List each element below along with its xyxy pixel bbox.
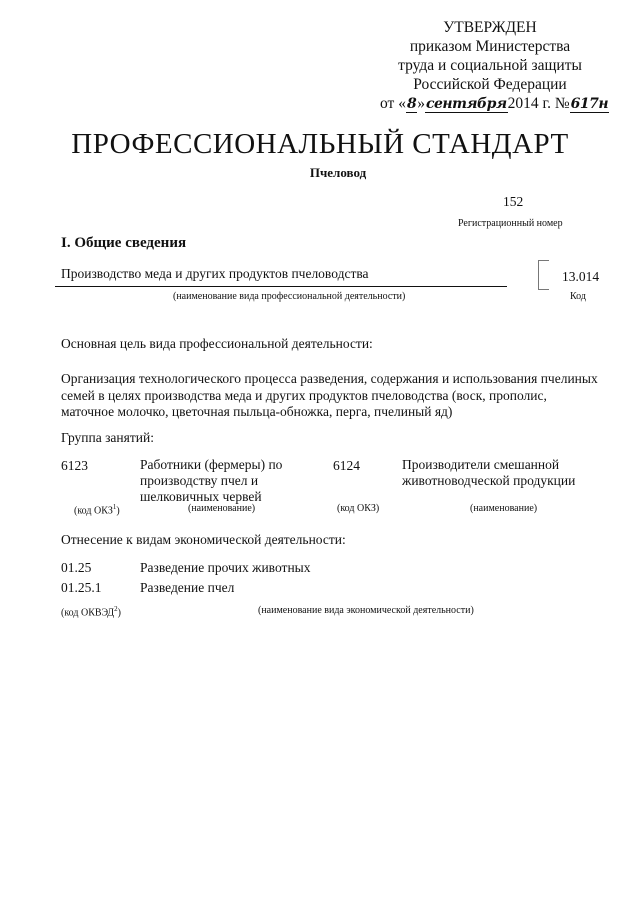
occupation-name-1: Работники (фермеры) по производству пчел и шелковичных червей bbox=[140, 457, 283, 504]
activity-name: Производство меда и других продуктов пчеловодства bbox=[61, 266, 369, 281]
date-month: сентября bbox=[425, 96, 507, 112]
page-title: ПРОФЕССИОНАЛЬНЫЙ СТАНДАРТ bbox=[71, 128, 569, 160]
approval-line-federation: Российской Федерации bbox=[413, 76, 567, 93]
goal-label: Основная цель вида профессиональной деятельности: bbox=[61, 336, 373, 351]
occupation-code-2: 6124 bbox=[333, 458, 360, 473]
economic-code-1: 01.25 bbox=[61, 560, 92, 575]
occupation-caption-code: (код ОКЗ$^1$) bbox=[74, 503, 120, 517]
code-box bbox=[538, 260, 549, 290]
page-subtitle: Пчеловод bbox=[309, 165, 367, 180]
code-label: Код bbox=[570, 291, 586, 302]
occupation-code-1: 6123 bbox=[61, 458, 88, 473]
approval-line-labor: труда и социальной защиты bbox=[398, 57, 582, 74]
date-day: 8 bbox=[406, 96, 417, 112]
economic-name-2: Разведение пчел bbox=[140, 580, 235, 595]
approval-block bbox=[380, 18, 609, 114]
approval-line-ministry: приказом Министерства bbox=[409, 38, 571, 55]
occupation-caption-name-2: (наименование) bbox=[470, 503, 538, 514]
economic-name-1: Разведение прочих животных bbox=[140, 560, 311, 575]
economic-label: Отнесение к видам экономической деятельности: bbox=[61, 532, 346, 547]
economic-caption-code: (код ОКВЭД$^2$) bbox=[61, 605, 121, 619]
economic-caption-name: (наименование вида экономической деятельности) bbox=[258, 605, 474, 616]
approval-title: УТВЕРЖДЕН bbox=[443, 19, 537, 36]
economic-code-2: 01.25.1 bbox=[61, 580, 102, 595]
activity-caption: (наименование вида профессиональной деятельности) bbox=[173, 291, 406, 302]
goal-text: Организация технологического процесса разведения, содержания и использования пчелиных семей в целях производства меда и других продуктов пчеловодства (воск, прополис, маточное молочко, цветочная пыльца-обножка, перга, пчелиный яд) bbox=[61, 371, 598, 419]
activity-underline bbox=[55, 286, 507, 287]
date-sep: » bbox=[417, 95, 425, 112]
date-prefix: от « bbox=[380, 95, 406, 112]
occupation-caption-code-2: (код ОКЗ) bbox=[337, 503, 380, 514]
occupations-label: Группа занятий: bbox=[61, 430, 154, 445]
date-year: 2014 г. № bbox=[507, 95, 570, 112]
occupation-caption-name: (наименование) bbox=[188, 503, 256, 514]
registration-label: Регистрационный номер bbox=[458, 218, 563, 229]
approval-date-line bbox=[380, 94, 609, 114]
occupation-name-2: Производители смешанной животноводческой продукции bbox=[402, 457, 576, 488]
section-heading: I. Общие сведения bbox=[61, 235, 187, 251]
order-number: 617н bbox=[570, 96, 609, 112]
registration-number: 152 bbox=[503, 194, 524, 209]
code-value: 13.014 bbox=[562, 269, 600, 284]
